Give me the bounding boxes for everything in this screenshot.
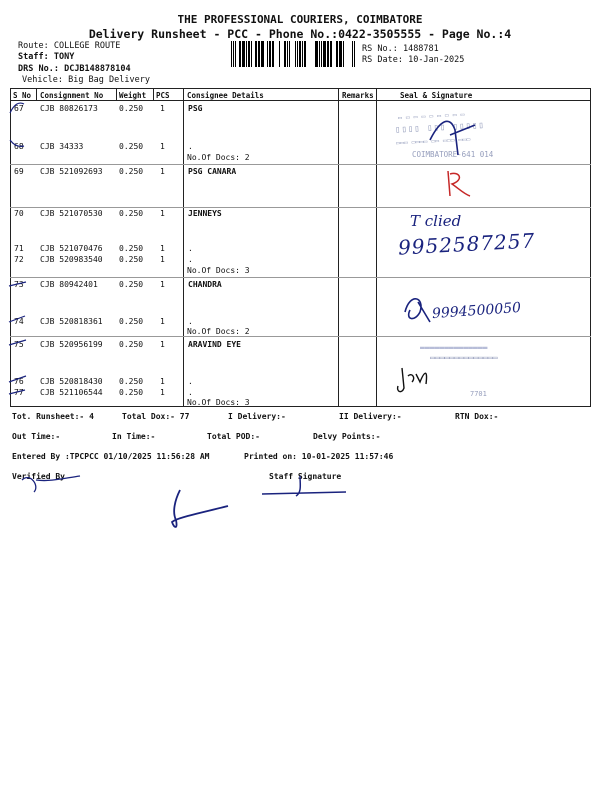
sno-cell: 69 [14, 167, 24, 176]
docs-count: No.Of Docs: 3 [187, 398, 250, 407]
rs-date-label: RS Date: [362, 55, 403, 65]
faded-stamp: ▯▯▯▯ ▯▯▯ ▯▯▯▯▯ [394, 120, 486, 136]
route-value: COLLEGE ROUTE [53, 41, 121, 51]
sno-cell: 75 [14, 340, 24, 349]
consignee-cell: . [188, 244, 193, 253]
pcs-cell: 1 [160, 167, 165, 176]
pcs-cell: 1 [160, 255, 165, 264]
col-header-pcs: PCS [156, 91, 170, 100]
consignee-cell: . [188, 255, 193, 264]
staff-signature-label: Staff Signature [269, 472, 342, 481]
sno-cell: 72 [14, 255, 24, 264]
sno-cell: 68 [14, 142, 24, 151]
handwritten-phone: 9994500050 [431, 299, 522, 323]
col-header-consignment: Consignment No [40, 91, 104, 100]
weight-cell: 0.250 [119, 244, 144, 253]
drs-value: DCJB148878104 [64, 64, 131, 74]
weight-cell: 0.250 [119, 167, 144, 176]
consignment-cell: CJB 34333 [40, 142, 84, 151]
drs-label: DRS No.: [18, 64, 59, 74]
rs-no-value: 1488781 [402, 44, 439, 54]
weight-cell: 0.250 [119, 340, 144, 349]
route-label: Route: [18, 41, 49, 51]
consignment-cell: CJB 521092693 [40, 167, 103, 176]
total-dox: Total Dox:- 77 [122, 412, 190, 421]
weight-cell: 0.250 [119, 142, 144, 151]
rs-no-label: RS No.: [362, 44, 398, 54]
sno-cell: 77 [14, 388, 24, 397]
pcs-cell: 1 [160, 317, 165, 326]
faded-stamp: ▭▭▭▭▭▭▭▭▭▭▭▭▭▭ [430, 353, 498, 362]
staff-label: Staff: [18, 52, 49, 62]
out-time: Out Time:- [12, 432, 61, 441]
handwritten-phone: 9952587257 [397, 228, 536, 260]
docs-count: No.Of Docs: 2 [187, 327, 250, 336]
entered-by: Entered By :TPCPCC 01/10/2025 11:56:28 AM [12, 452, 210, 461]
vehicle-label: Vehicle: [22, 75, 63, 85]
consignee-cell: PSG [188, 104, 203, 113]
sno-cell: 71 [14, 244, 24, 253]
consignee-cell: CHANDRA [188, 280, 222, 289]
docs-count: No.Of Docs: 2 [187, 153, 250, 162]
consignee-cell: . [188, 142, 193, 151]
consignment-cell: CJB 520983540 [40, 255, 103, 264]
faded-stamp: ▬▬▬▬▬▬▬▬▬▬▬▬▬▬ [420, 343, 488, 352]
consignment-cell: CJB 521106544 [40, 388, 103, 397]
weight-cell: 0.250 [119, 317, 144, 326]
consignment-cell: CJB 520818361 [40, 317, 103, 326]
rs-date-value: 10-Jan-2025 [408, 55, 465, 65]
weight-cell: 0.250 [119, 388, 144, 397]
faded-stamp: ▭▭▭ ▭▭▭▭ ▭▭ ▭▭▭ ▭▭▭ [395, 135, 471, 147]
consignee-cell: ARAVIND EYE [188, 340, 241, 349]
total-pod: Total POD:- [207, 432, 260, 441]
weight-cell: 0.250 [119, 377, 144, 386]
weight-cell: 0.250 [119, 209, 144, 218]
vehicle-value: Big Bag Delivery [68, 75, 150, 85]
stamp-text: 7701 [470, 390, 487, 398]
verified-by-label: Verified By [12, 472, 65, 481]
sno-cell: 74 [14, 317, 24, 326]
pcs-cell: 1 [160, 104, 165, 113]
consignment-cell: CJB 520956199 [40, 340, 103, 349]
sno-cell: 67 [14, 104, 24, 113]
i-delivery: I Delivery:- [228, 412, 286, 421]
consignment-cell: CJB 520818430 [40, 377, 103, 386]
consignee-cell: . [188, 388, 193, 397]
consignee-cell: . [188, 317, 193, 326]
col-header-seal: Seal & Signature [400, 91, 473, 100]
delivery-points: Delvy Points:- [313, 432, 381, 441]
ii-delivery: II Delivery:- [339, 412, 402, 421]
weight-cell: 0.250 [119, 104, 144, 113]
weight-cell: 0.250 [119, 255, 144, 264]
docs-count: No.Of Docs: 3 [187, 266, 250, 275]
faded-stamp: ▭ ▭ ▭ ▭ ▭ ▭ ▭ ▭ ▭ [397, 110, 465, 122]
col-header-remarks: Remarks [342, 91, 374, 100]
col-header-consignee: Consignee Details [187, 91, 264, 100]
pcs-cell: 1 [160, 244, 165, 253]
consignment-cell: CJB 521070530 [40, 209, 103, 218]
runsheet-title: Delivery Runsheet - PCC - Phone No.:0422-3505555 - Page No.:4 [88, 27, 512, 41]
sno-cell: 73 [14, 280, 24, 289]
consignee-cell: PSG CANARA [188, 167, 237, 176]
consignee-cell: JENNEYS [188, 209, 222, 218]
sno-cell: 76 [14, 377, 24, 386]
in-time: In Time:- [112, 432, 156, 441]
pcs-cell: 1 [160, 340, 165, 349]
pcs-cell: 1 [160, 377, 165, 386]
consignment-cell: CJB 80826173 [40, 104, 98, 113]
handwritten-name: T clied [410, 212, 462, 230]
sno-cell: 70 [14, 209, 24, 218]
pcs-cell: 1 [160, 388, 165, 397]
company-name: THE PROFESSIONAL COURIERS, COIMBATORE [177, 13, 423, 26]
consignment-cell: CJB 521070476 [40, 244, 103, 253]
consignee-cell: . [188, 377, 193, 386]
pcs-cell: 1 [160, 280, 165, 289]
stamp-text: COIMBATORE-641 014 [412, 150, 494, 159]
weight-cell: 0.250 [119, 280, 144, 289]
rtn-dox: RTN Dox:- [455, 412, 499, 421]
pcs-cell: 1 [160, 142, 165, 151]
col-header-sno: S No [13, 91, 32, 100]
pcs-cell: 1 [160, 209, 165, 218]
col-header-weight: Weight [119, 91, 147, 100]
consignment-cell: CJB 80942401 [40, 280, 98, 289]
printed-on: Printed on: 10-01-2025 11:57:46 [244, 452, 394, 461]
staff-value: TONY [53, 52, 75, 62]
total-runsheet: Tot. Runsheet:- 4 [12, 412, 94, 421]
